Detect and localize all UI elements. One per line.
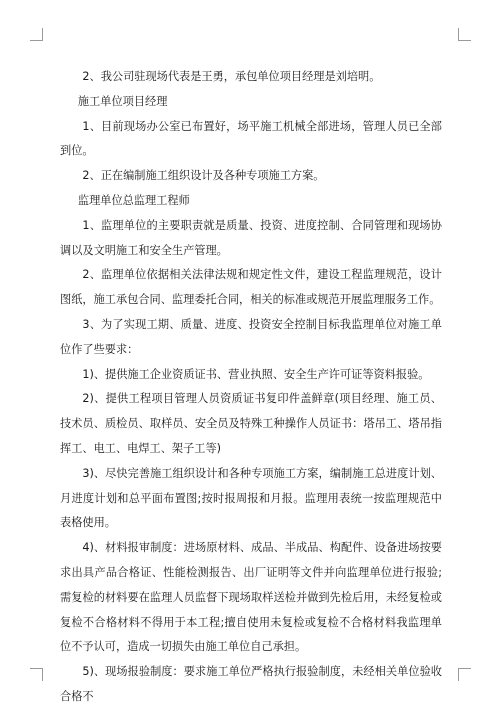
crop-mark-bottom-right <box>458 668 471 681</box>
paragraph: 1、监理单位的主要职责就是质量、投资、进度控制、合同管理和现场协调以及文明施工和安全生产管理。 <box>60 218 442 257</box>
crop-mark-bottom-left <box>30 668 43 681</box>
list-item: 3)、尽快完善施工组织设计和各种专项施工方案，编制施工总进度计划、月进度计划和总平面布置图;按时报周报和月报。监理用表统一按监理规范中表格使用。 <box>60 466 442 530</box>
paragraph: 2、监理单位依据相关法律法规和规定性文件，建设工程监理规范，设计图纸，施工承包合同、监理委托合同，相关的标准或规范开展监理服务工作。 <box>60 268 442 307</box>
document-body <box>60 65 442 710</box>
list-item: 4)、材料报审制度：进场原材料、成品、半成品、构配件、设备进场按要求出具产品合格证、性能检测报告、出厂证明等文件并向监理单位进行报验;需复检的材料要在监理人员监督下现场取样送检并做到先检后用，未经复检或复检不合格材料不得用于本工程;擅自使用未复检或复检不合格材料我监理单位不予认可，造成一切损失由施工单位自己承担。 <box>60 541 442 654</box>
paragraph: 2、正在编制施工组织设计及各种专项施工方案。 <box>82 169 325 183</box>
list-item: 5)、现场报验制度：要求施工单位严格执行报验制度，未经相关单位验收合格不 <box>60 665 442 703</box>
paragraph: 1、目前现场办公室已布置好，场平施工机械全部进场，管理人员已全部到位。 <box>60 119 442 158</box>
crop-mark-top-right <box>458 28 471 41</box>
list-item: 2)、提供工程项目管理人员资质证书复印件盖鲜章(项目经理、施工员、技术员、质检员、取样员、安全员及特殊工种操作人员证书：塔吊工、塔吊指挥工、电工、电焊工、架子工等) <box>60 392 442 455</box>
paragraph: 3、为了实现工期、质量、进度、投资安全控制目标我监理单位对施工单位作了些要求： <box>60 317 442 356</box>
paragraph: 2、我公司驻现场代表是王勇，承包单位项目经理是刘培明。 <box>82 70 381 83</box>
list-item: 1)、提供施工企业资质证书、营业执照、安全生产许可证等资料报验。 <box>82 367 430 381</box>
section-heading-chief-supervisor: 监理单位总监理工程师 <box>77 193 190 207</box>
crop-mark-top-left <box>30 28 43 41</box>
section-heading-contractor-manager: 施工单位项目经理 <box>77 94 168 108</box>
